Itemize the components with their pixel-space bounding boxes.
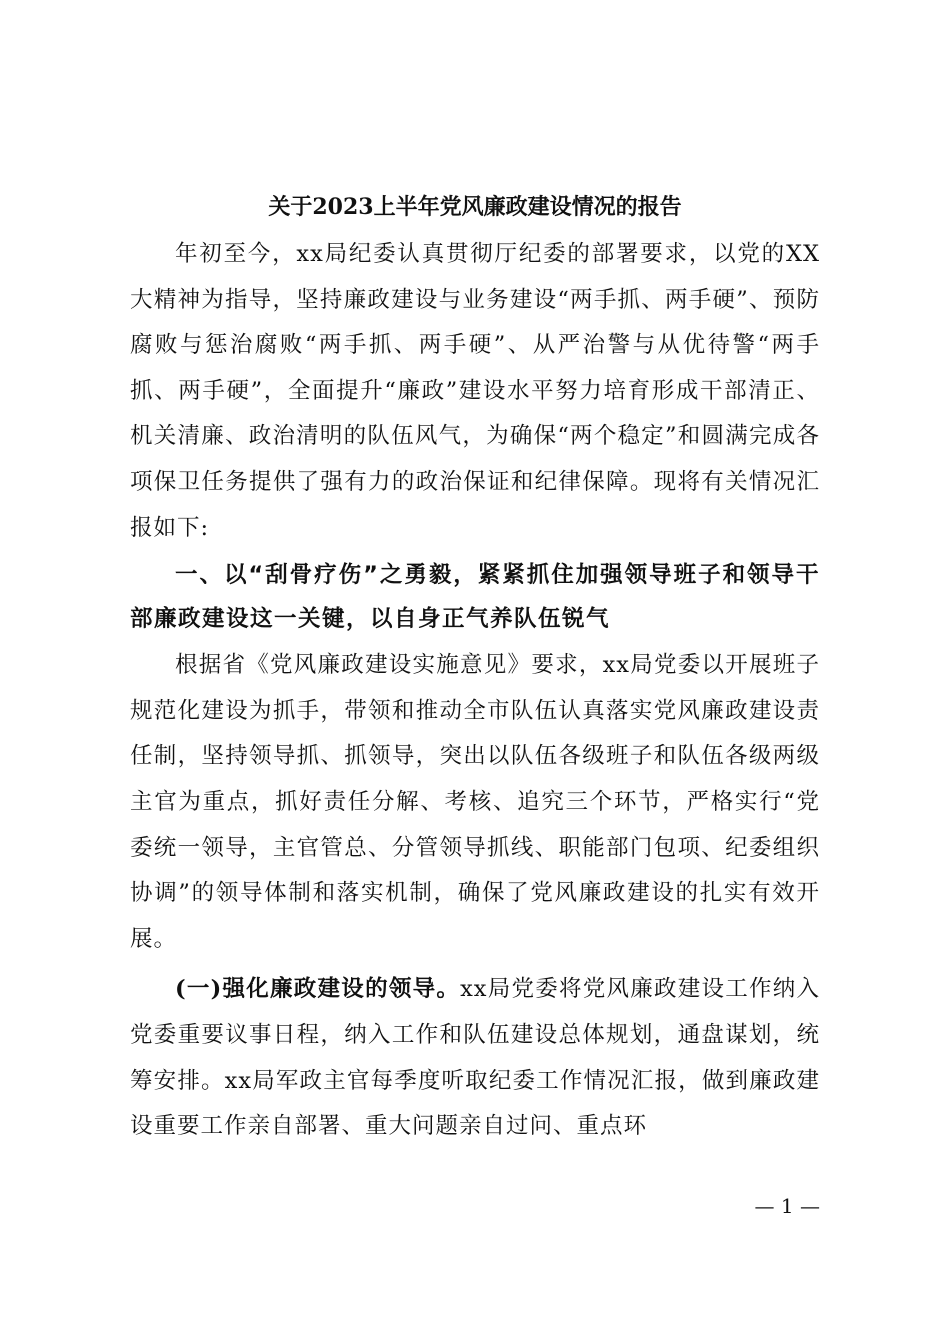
section-1-paragraph: 根据省《党风廉政建设实施意见》要求，xx局党委以开展班子规范化建设为抓手，带领和推动全市队伍认真落实党风廉政建设责任制，坚持领导抓、抓领导，突出以队伍各级班子和队伍各级两级主官为重点，抓好责任分解、考核、追究三个环节，严格实行“党委统一领导，主官管总、分管领导抓线、职能部门包项、纪委组织协调”的领导体制和落实机制，确保了党风廉政建设的扎实有效开展。	[130, 652, 820, 952]
section-1-heading: 一、以“刮骨疗伤”之勇毅，紧紧抓住加强领导班子和领导干部廉政建设这一关键，以自身正气养队伍锐气	[130, 562, 820, 633]
subsection-1-text: xx局党委将党风廉政建设工作纳入党委重要议事日程，纳入工作和队伍建设总体规划，通盘谋划，统筹安排。xx局军政主官每季度听取纪委工作情况汇报，做到廉政建设重要工作亲自部署、重大问题亲自过问、重点环	[130, 976, 820, 1140]
page-number: — 1 —	[754, 1194, 820, 1218]
subsection-1-lead: (一)强化廉政建设的领导。	[175, 976, 461, 1003]
document-title: 关于2023上半年党风廉政建设情况的报告	[268, 194, 682, 220]
subsection-1-paragraph	[130, 967, 820, 1149]
intro-paragraph: 年初至今，xx局纪委认真贯彻厅纪委的部署要求，以党的XX大精神为指导，坚持廉政建设与业务建设“两手抓、两手硬”、预防腐败与惩治腐败“两手抓、两手硬”、从严治警与从优待警“两手抓、两手硬”，全面提升“廉政”建设水平努力培育形成干部清正、机关清廉、政治清明的队伍风气，为确保“两个稳定”和圆满完成各项保卫任务提供了强有力的政治保证和纪律保障。现将有关情况汇报如下:	[130, 241, 820, 541]
document-body	[130, 232, 820, 1150]
